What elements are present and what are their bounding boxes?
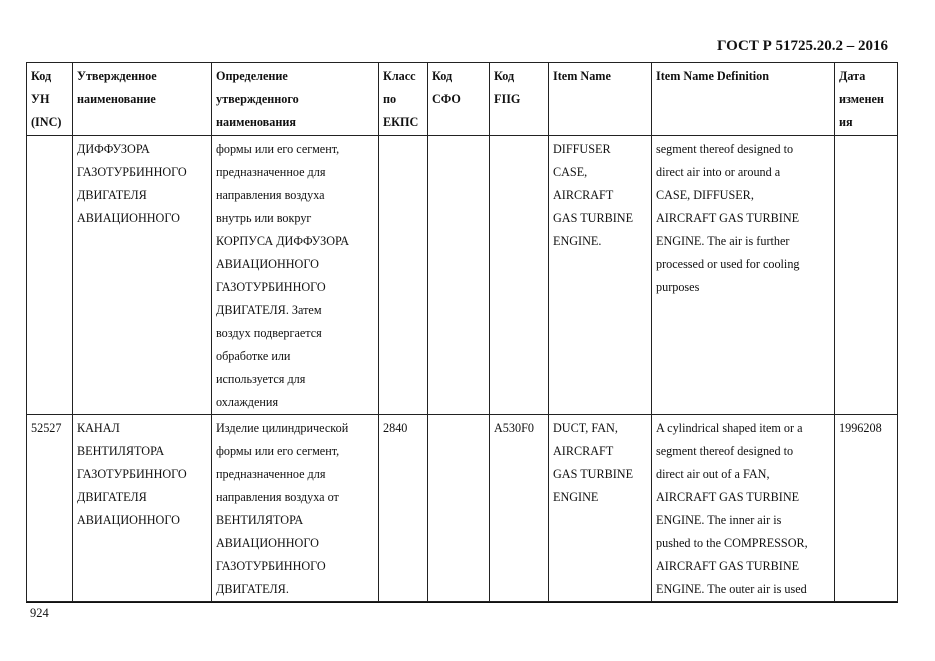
header-item-name xyxy=(549,63,652,136)
cell-text-line: ВЕНТИЛЯТОРА xyxy=(77,444,165,458)
cell-text-line: УН xyxy=(31,92,50,106)
cell-text-line: формы или его сегмент, xyxy=(216,444,340,458)
cell-text-line: ENGINE xyxy=(553,490,599,504)
cell-item-name xyxy=(549,415,652,602)
cell-text-line: 52527 xyxy=(31,421,62,435)
cell-text-line: Код xyxy=(31,69,52,83)
cell-item-definition xyxy=(652,415,835,602)
cell-text-line: DUCT, FAN, xyxy=(553,421,618,435)
cell-text-line: СФО xyxy=(432,92,461,106)
cell-inc xyxy=(27,136,73,415)
cell-text-line: наименования xyxy=(216,115,296,129)
cell-text-line: direct air into or around a xyxy=(656,165,781,179)
header-change-date xyxy=(835,63,898,136)
cell-fiig-code xyxy=(490,415,549,602)
table-header-row xyxy=(27,63,898,136)
cell-text-line: формы или его сегмент, xyxy=(216,142,340,156)
cell-definition xyxy=(212,136,379,415)
cell-text-line: обработке или xyxy=(216,349,291,363)
cell-text-line: КОРПУСА ДИФФУЗОРА xyxy=(216,234,350,248)
page-number: 924 xyxy=(30,606,49,620)
cell-text-line: AIRCRAFT xyxy=(553,444,614,458)
cell-item-definition xyxy=(652,136,835,415)
cell-approved-name xyxy=(73,415,212,602)
cell-text-line: АВИАЦИОННОГО xyxy=(216,536,319,550)
header-inc xyxy=(27,63,73,136)
cell-text-line: CASE, DIFFUSER, xyxy=(656,188,754,202)
cell-text-line: AIRCRAFT xyxy=(553,188,614,202)
cell-change-date xyxy=(835,136,898,415)
cell-approved-name xyxy=(73,136,212,415)
cell-text-line: Утвержденное xyxy=(77,69,157,83)
header-class xyxy=(379,63,428,136)
header-definition xyxy=(212,63,379,136)
cell-text-line: ENGINE. xyxy=(553,234,602,248)
cell-text-line: segment thereof designed to xyxy=(656,142,794,156)
cell-text-line: ГАЗОТУРБИННОГО xyxy=(77,467,187,481)
cell-text-line: A cylindrical shaped item or a xyxy=(656,421,803,435)
cell-text-line: ДВИГАТЕЛЯ xyxy=(77,490,147,504)
cell-text-line: Item Name Definition xyxy=(656,69,770,83)
cell-text-line: АВИАЦИОННОГО xyxy=(77,513,180,527)
cell-text-line: GAS TURBINE xyxy=(553,211,634,225)
cell-text-line: предназначенное для xyxy=(216,467,326,481)
cell-text-line: АВИАЦИОННОГО xyxy=(216,257,319,271)
cell-text-line: ДИФФУЗОРА xyxy=(77,142,150,156)
cell-text-line: ENGINE. The inner air is xyxy=(656,513,782,527)
cell-text-line: КАНАЛ xyxy=(77,421,120,435)
cell-text-line: утвержденного xyxy=(216,92,299,106)
cell-text-line: Определение xyxy=(216,69,288,83)
cell-text-line: ДВИГАТЕЛЯ xyxy=(77,188,147,202)
cell-text-line: AIRCRAFT GAS TURBINE xyxy=(656,559,800,573)
header-item-definition xyxy=(652,63,835,136)
cell-text-line: ЕКПС xyxy=(383,115,419,129)
cell-text-line: pushed to the COMPRESSOR, xyxy=(656,536,808,550)
table-row xyxy=(27,415,898,602)
cell-text-line: предназначенное для xyxy=(216,165,326,179)
cell-text-line: воздух подвергается xyxy=(216,326,322,340)
cell-text-line: GAS TURBINE xyxy=(553,467,634,481)
cell-text-line: Код xyxy=(494,69,515,83)
cell-text-line: Класс xyxy=(383,69,416,83)
cell-text-line: ДВИГАТЕЛЯ. Затем xyxy=(216,303,322,317)
cell-text-line: FIIG xyxy=(494,92,521,106)
cell-sfo-code xyxy=(428,415,490,602)
cell-text-line: ГАЗОТУРБИННОГО xyxy=(216,559,326,573)
cell-text-line: Изделие цилиндрической xyxy=(216,421,349,435)
cell-text-line: АВИАЦИОННОГО xyxy=(77,211,180,225)
cell-text-line: CASE, xyxy=(553,165,588,179)
table-bottom-rule xyxy=(26,602,898,603)
cell-sfo-code xyxy=(428,136,490,415)
cell-text-line: (INC) xyxy=(31,115,62,129)
cell-item-name xyxy=(549,136,652,415)
cell-text-line: направления воздуха от xyxy=(216,490,339,504)
cell-text-line: segment thereof designed to xyxy=(656,444,794,458)
cell-class xyxy=(379,136,428,415)
header-fiig-code xyxy=(490,63,549,136)
cell-text-line: изменен xyxy=(839,92,884,106)
cell-class xyxy=(379,415,428,602)
cell-text-line: внутрь или вокруг xyxy=(216,211,312,225)
cell-text-line: processed or used for cooling xyxy=(656,257,800,271)
catalog-table xyxy=(26,62,898,602)
cell-text-line: 2840 xyxy=(383,421,408,435)
standard-header: ГОСТ Р 51725.20.2 – 2016 xyxy=(716,38,888,54)
cell-text-line: ГАЗОТУРБИННОГО xyxy=(216,280,326,294)
cell-text-line: наименование xyxy=(77,92,156,106)
cell-inc xyxy=(27,415,73,602)
cell-text-line: Дата xyxy=(839,69,866,83)
cell-definition xyxy=(212,415,379,602)
table-row xyxy=(27,136,898,415)
cell-change-date xyxy=(835,415,898,602)
cell-text-line: 1996208 xyxy=(839,421,882,435)
cell-text-line: используется для xyxy=(216,372,306,386)
cell-text-line: purposes xyxy=(656,280,700,294)
cell-text-line: A530F0 xyxy=(494,421,534,435)
cell-text-line: ия xyxy=(839,115,853,129)
cell-text-line: ENGINE. The outer air is used xyxy=(656,582,807,596)
cell-text-line: AIRCRAFT GAS TURBINE xyxy=(656,211,800,225)
cell-text-line: охлаждения xyxy=(216,395,279,409)
cell-text-line: ГАЗОТУРБИННОГО xyxy=(77,165,187,179)
cell-text-line: ДВИГАТЕЛЯ. xyxy=(216,582,289,596)
header-sfo-code xyxy=(428,63,490,136)
cell-fiig-code xyxy=(490,136,549,415)
cell-text-line: direct air out of a FAN, xyxy=(656,467,770,481)
cell-text-line: по xyxy=(383,92,397,106)
cell-text-line: DIFFUSER xyxy=(553,142,611,156)
cell-text-line: ENGINE. The air is further xyxy=(656,234,790,248)
cell-text-line: AIRCRAFT GAS TURBINE xyxy=(656,490,800,504)
cell-text-line: Код xyxy=(432,69,453,83)
cell-text-line: направления воздуха xyxy=(216,188,325,202)
header-approved-name xyxy=(73,63,212,136)
cell-text-line: ВЕНТИЛЯТОРА xyxy=(216,513,304,527)
cell-text-line: Item Name xyxy=(553,69,611,83)
